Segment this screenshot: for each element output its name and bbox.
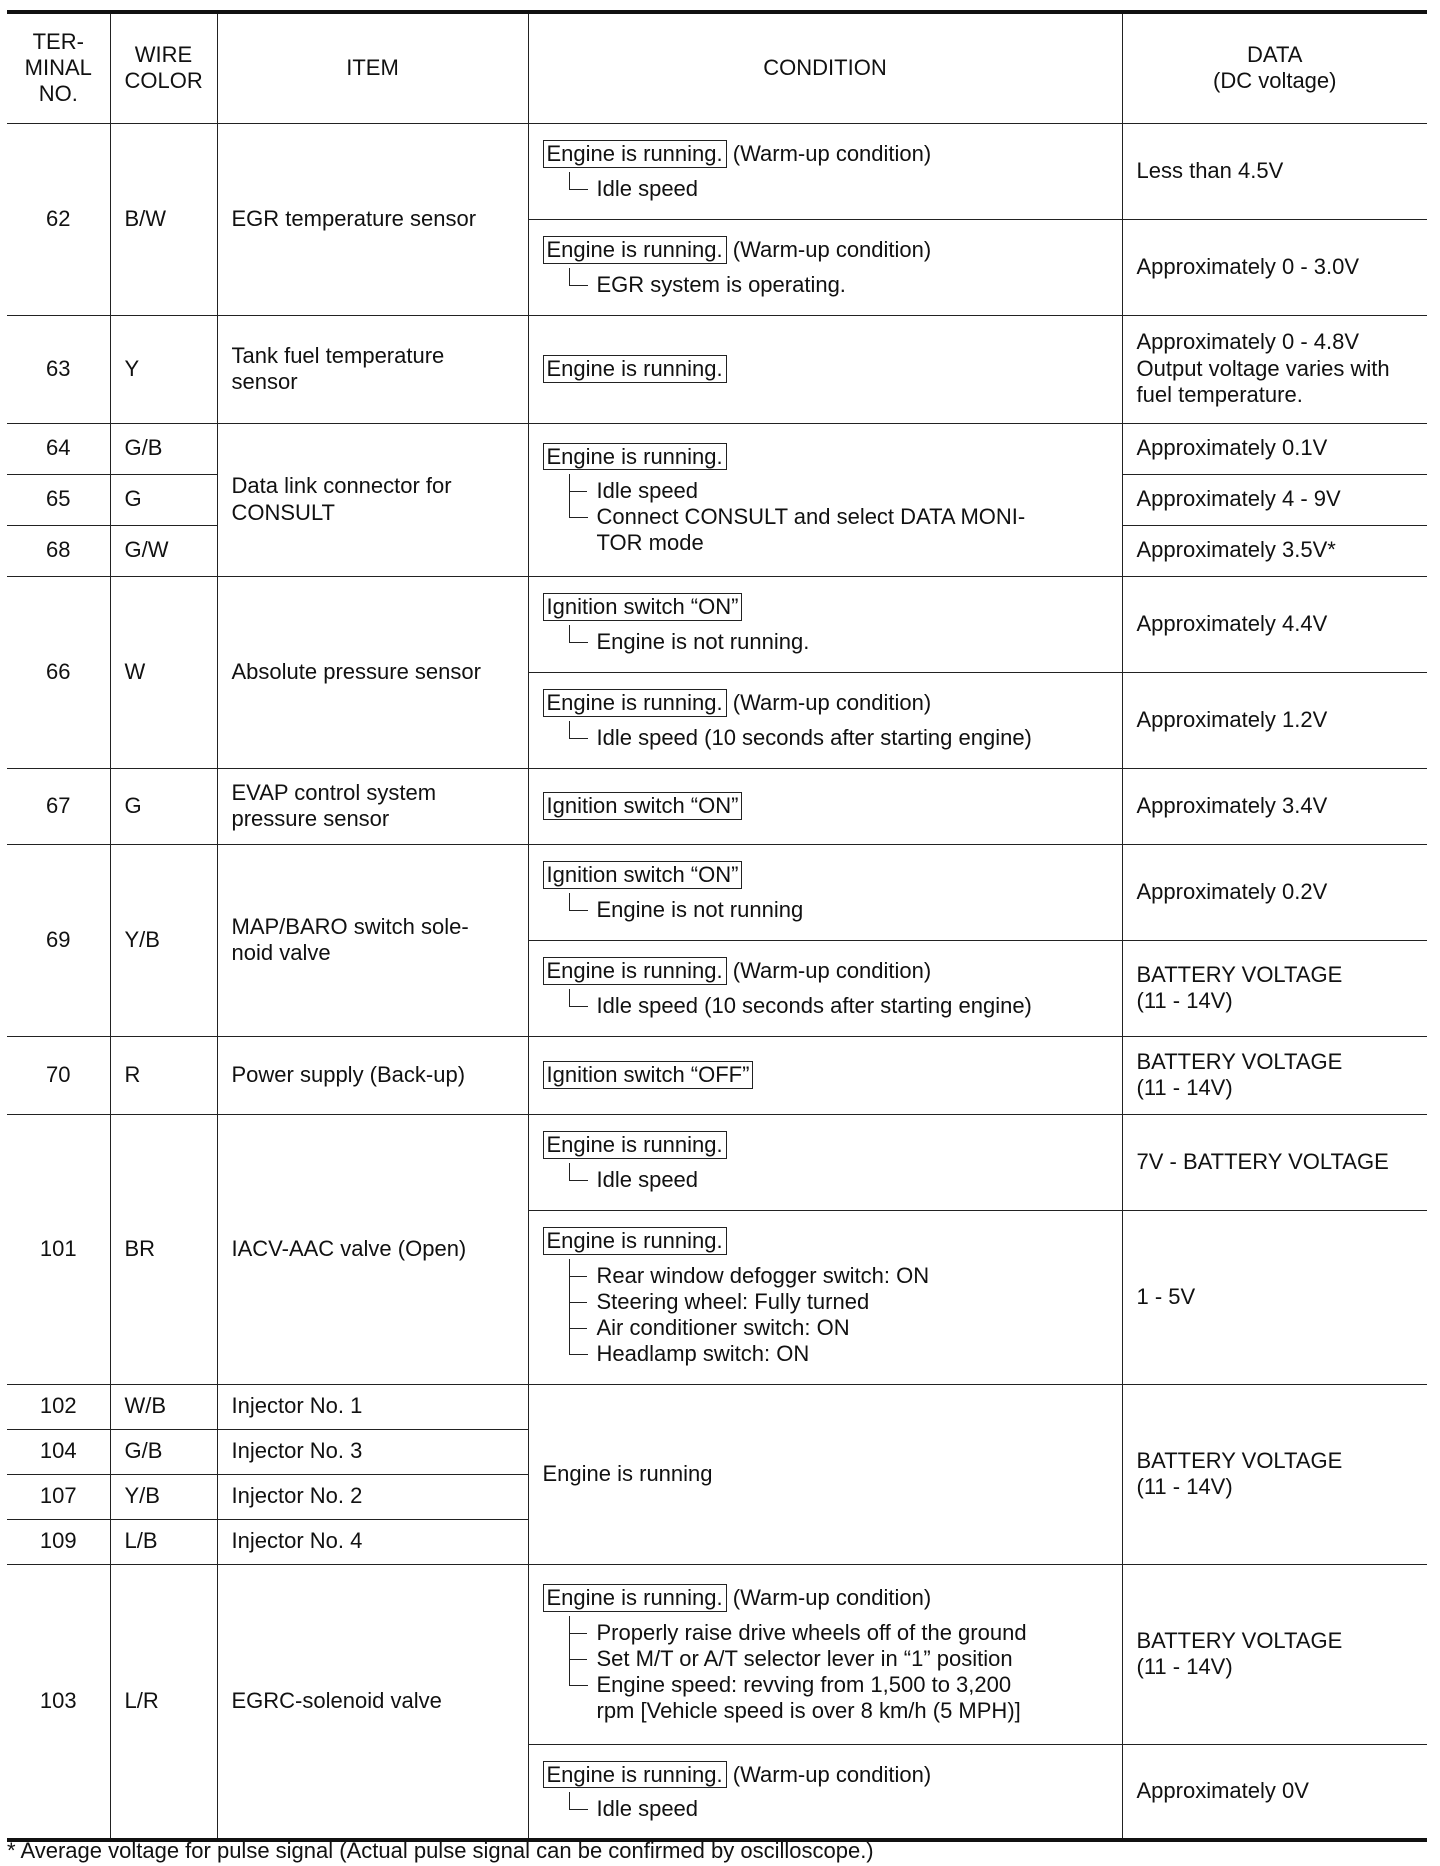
condition-main [543, 957, 1108, 984]
item-cell: MAP/BARO switch sole- noid valve [217, 844, 528, 1036]
condition-note: (Warm-up condition) [732, 1585, 932, 1611]
condition-substep: Set M/T or A/T selector lever in “1” position [596, 1645, 1013, 1671]
condition-substep: Idle speed (10 seconds after starting engine) [596, 992, 1032, 1018]
condition-cell [528, 1036, 1122, 1114]
condition-substep: EGR system is operating. [596, 271, 846, 297]
item-cell: Injector No. 1 [217, 1384, 528, 1429]
condition-box: Ignition switch “ON” [543, 792, 743, 819]
condition-cell [528, 1114, 1122, 1210]
wire-color-cell: G/B [110, 1429, 217, 1474]
item-cell: Injector No. 4 [217, 1519, 528, 1564]
terminal-cell: 65 [7, 474, 110, 525]
data-cell: BATTERY VOLTAGE (11 - 14V) [1122, 1036, 1427, 1114]
data-cell: Approximately 0 - 3.0V [1122, 219, 1427, 315]
condition-cell [528, 576, 1122, 672]
bracket-line [569, 625, 588, 643]
bracket-tick [569, 1633, 587, 1634]
condition-cell [528, 1564, 1122, 1744]
condition-box: Engine is running. [543, 957, 727, 984]
terminal-cell: 62 [7, 123, 110, 315]
bracket-line [569, 1616, 588, 1686]
header-data: DATA (DC voltage) [1122, 12, 1427, 123]
condition-substeps [569, 272, 1108, 298]
condition-cell [528, 123, 1122, 219]
bracket-line [569, 989, 588, 1007]
terminal-cell: 103 [7, 1564, 110, 1840]
condition-substeps [569, 725, 1108, 751]
wire-color-cell: B/W [110, 123, 217, 315]
terminal-cell: 70 [7, 1036, 110, 1114]
condition-box: Engine is running. [543, 140, 727, 167]
bracket-tick [569, 1276, 587, 1277]
item-cell: Injector No. 3 [217, 1429, 528, 1474]
wire-color-cell: W/B [110, 1384, 217, 1429]
condition-substeps [569, 1167, 1108, 1193]
condition-substep: Idle speed [596, 175, 699, 201]
data-cell: 7V - BATTERY VOLTAGE [1122, 1114, 1427, 1210]
bracket-line [569, 1792, 588, 1810]
condition-substep: Air conditioner switch: ON [596, 1314, 850, 1340]
item-cell: Tank fuel temperature sensor [217, 315, 528, 423]
condition-substeps [569, 1620, 1108, 1724]
data-cell: Approximately 3.5V* [1122, 525, 1427, 576]
condition-main [543, 1227, 1108, 1254]
wire-color-cell: BR [110, 1114, 217, 1384]
bracket-tick [569, 1659, 587, 1660]
item-cell: EGR temperature sensor [217, 123, 528, 315]
footnote: * Average voltage for pulse signal (Actual pulse signal can be confirmed by oscilloscope.) [7, 1838, 874, 1863]
condition-main [543, 1131, 1108, 1158]
condition-cell [528, 940, 1122, 1036]
wire-color-cell: R [110, 1036, 217, 1114]
condition-main [543, 861, 1108, 888]
condition-box: Engine is running. [543, 1227, 727, 1254]
condition-cell [528, 423, 1122, 576]
bracket-tick [569, 1328, 587, 1329]
data-cell: Approximately 0 - 4.8V Output voltage varies with fuel temperature. [1122, 315, 1427, 423]
condition-substeps [569, 1263, 1108, 1367]
data-cell: Approximately 0V [1122, 1744, 1427, 1840]
condition-substep: Steering wheel: Fully turned [596, 1288, 870, 1314]
condition-box: Engine is running. [543, 236, 727, 263]
condition-cell [528, 1744, 1122, 1840]
item-cell: EVAP control system pressure sensor [217, 768, 528, 844]
data-cell: Less than 4.5V [1122, 123, 1427, 219]
table-row [7, 576, 1427, 672]
wire-color-cell: Y/B [110, 844, 217, 1036]
condition-substep: Idle speed [596, 1166, 699, 1192]
condition-box: Engine is running. [543, 443, 727, 470]
terminal-cell: 69 [7, 844, 110, 1036]
bracket-line [569, 268, 588, 286]
condition-main [543, 443, 1108, 470]
wire-color-cell: Y [110, 315, 217, 423]
wire-color-cell: G [110, 768, 217, 844]
terminal-cell: 101 [7, 1114, 110, 1384]
condition-main [543, 792, 1108, 819]
bracket-tick [569, 491, 587, 492]
data-cell: 1 - 5V [1122, 1210, 1427, 1384]
condition-substep: Engine is not running. [596, 628, 810, 654]
table-row [7, 1114, 1427, 1210]
data-cell: Approximately 0.2V [1122, 844, 1427, 940]
condition-cell: Engine is running [528, 1384, 1122, 1564]
table-row [7, 1564, 1427, 1744]
terminal-cell: 68 [7, 525, 110, 576]
bracket-line [569, 1259, 588, 1355]
bracket-line [569, 172, 588, 190]
header-item: ITEM [217, 12, 528, 123]
table-row [7, 315, 1427, 423]
condition-substeps [569, 993, 1108, 1019]
table-row [7, 844, 1427, 940]
condition-substep: Properly raise drive wheels off of the ground [596, 1619, 1027, 1645]
condition-substep: Connect CONSULT and select DATA MONI- TOR mode [596, 504, 1026, 556]
item-cell: Absolute pressure sensor [217, 576, 528, 768]
condition-note: (Warm-up condition) [732, 690, 932, 716]
condition-main [543, 689, 1108, 716]
wire-color-cell: G/B [110, 423, 217, 474]
table-row [7, 123, 1427, 219]
terminal-cell: 63 [7, 315, 110, 423]
table-header-row [7, 12, 1427, 123]
condition-substep: Idle speed [596, 478, 699, 504]
terminal-cell: 66 [7, 576, 110, 768]
condition-substep: Engine speed: revving from 1,500 to 3,200 rpm [Vehicle speed is over 8 km/h (5 MPH)] [596, 1671, 1021, 1723]
data-cell: BATTERY VOLTAGE (11 - 14V) [1122, 1564, 1427, 1744]
bracket-tick [569, 1302, 587, 1303]
condition-box: Ignition switch “OFF” [543, 1061, 754, 1088]
bracket-line [569, 721, 588, 739]
condition-note: (Warm-up condition) [732, 1761, 932, 1787]
condition-substeps [569, 629, 1108, 655]
bracket-line [569, 893, 588, 911]
wire-color-cell: L/B [110, 1519, 217, 1564]
condition-substep: Idle speed [596, 1795, 699, 1821]
terminal-cell: 109 [7, 1519, 110, 1564]
item-cell: Injector No. 2 [217, 1474, 528, 1519]
condition-box: Engine is running. [543, 1584, 727, 1611]
condition-box: Engine is running. [543, 355, 727, 382]
condition-note: (Warm-up condition) [732, 141, 932, 167]
terminal-cell: 107 [7, 1474, 110, 1519]
header-terminal-no: TER- MINAL NO. [7, 12, 110, 123]
condition-cell [528, 315, 1122, 423]
condition-cell [528, 844, 1122, 940]
condition-substep: Rear window defogger switch: ON [596, 1262, 930, 1288]
wire-color-cell: Y/B [110, 1474, 217, 1519]
condition-main [543, 1761, 1108, 1788]
terminal-cell: 102 [7, 1384, 110, 1429]
terminal-cell: 67 [7, 768, 110, 844]
wire-color-cell: G [110, 474, 217, 525]
bracket-line [569, 474, 588, 518]
condition-note: (Warm-up condition) [732, 958, 932, 984]
item-cell: Power supply (Back-up) [217, 1036, 528, 1114]
table-row [7, 1384, 1427, 1429]
condition-box: Ignition switch “ON” [543, 593, 743, 620]
condition-cell [528, 672, 1122, 768]
condition-main [543, 1584, 1108, 1611]
header-condition: CONDITION [528, 12, 1122, 123]
condition-box: Ignition switch “ON” [543, 861, 743, 888]
data-cell: Approximately 4.4V [1122, 576, 1427, 672]
condition-main [543, 593, 1108, 620]
condition-box: Engine is running. [543, 1761, 727, 1788]
data-cell: BATTERY VOLTAGE (11 - 14V) [1122, 940, 1427, 1036]
condition-cell [528, 768, 1122, 844]
condition-box: Engine is running. [543, 689, 727, 716]
header-wire-color: WIRE COLOR [110, 12, 217, 123]
condition-box: Engine is running. [543, 1131, 727, 1158]
data-cell: Approximately 3.4V [1122, 768, 1427, 844]
data-cell: BATTERY VOLTAGE (11 - 14V) [1122, 1384, 1427, 1564]
data-cell: Approximately 0.1V [1122, 423, 1427, 474]
terminal-cell: 64 [7, 423, 110, 474]
condition-cell [528, 219, 1122, 315]
condition-substeps [569, 897, 1108, 923]
terminal-cell: 104 [7, 1429, 110, 1474]
condition-cell [528, 1210, 1122, 1384]
condition-note: (Warm-up condition) [732, 237, 932, 263]
condition-substeps [569, 1796, 1108, 1822]
data-cell: Approximately 4 - 9V [1122, 474, 1427, 525]
condition-substeps [569, 176, 1108, 202]
item-cell: Data link connector for CONSULT [217, 423, 528, 576]
wire-color-cell: W [110, 576, 217, 768]
condition-main [543, 236, 1108, 263]
condition-substep: Headlamp switch: ON [596, 1340, 810, 1366]
condition-substep: Engine is not running [596, 896, 804, 922]
item-cell: IACV-AAC valve (Open) [217, 1114, 528, 1384]
table-row [7, 768, 1427, 844]
terminal-data-table [7, 10, 1427, 1842]
table-row [7, 1036, 1427, 1114]
condition-main [543, 355, 1108, 382]
data-cell: Approximately 1.2V [1122, 672, 1427, 768]
item-cell: EGRC-solenoid valve [217, 1564, 528, 1840]
bracket-line [569, 1163, 588, 1181]
condition-substep: Idle speed (10 seconds after starting engine) [596, 724, 1032, 750]
wire-color-cell: G/W [110, 525, 217, 576]
condition-substeps [569, 478, 1108, 556]
wire-color-cell: L/R [110, 1564, 217, 1840]
condition-main [543, 140, 1108, 167]
table-row [7, 423, 1427, 474]
condition-main [543, 1061, 1108, 1088]
